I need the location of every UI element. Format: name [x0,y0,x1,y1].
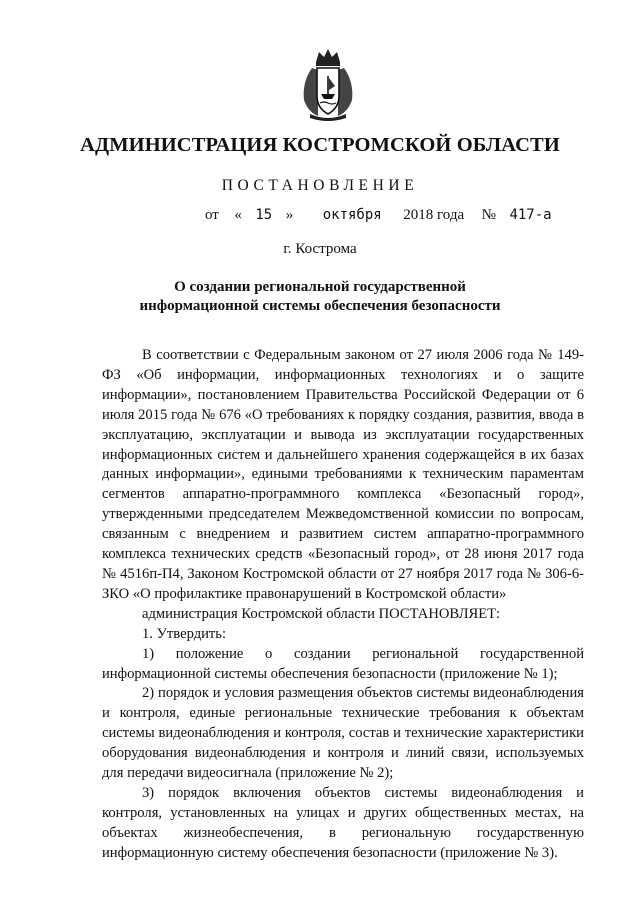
document-number: 417-а [509,207,552,223]
document-type: ПОСТАНОВЛЕНИЕ [221,177,419,194]
date-day: 15 [255,207,273,223]
preamble-paragraph: В соответствии с Федеральным законом от 27 июля 2006 года № 149-ФЗ «Об информации, информационных технологиях и о защите информации», постановлением Правительства Российской Федерации от 6 июля 2015 года № 676 «О требованиях к порядку создания, развития, ввода в эксплуатацию, эксплуатации и вывода из эксплуатации государственных информационных систем и дальнейшего хранения содержащейся в их базах данных информации», едиными требованиями к техническим параментам сегментов аппаратно-программного комплекса «Безопасный город», утвержденными председателем Межведомственной комиссии по вопросам, связанным с внедрением и развитием систем аппаратно-программного комплекса технических средств «Безопасный город», от 28 июня 2017 года № 4516п-П4, Законом Костромской области от 27 ноября 2017 года № 306-6-ЗКО «О профилактике правонарушений в Костромской области» [102,347,584,602]
item-1-paragraph: 1. Утвердить: [142,625,227,642]
decree-paragraph: администрация Костромской области ПОСТАНОВЛЯЕТ: [142,605,501,622]
date-prefix: от [205,207,219,223]
date-year: 2018 года [403,207,465,223]
date-line [205,207,552,224]
subitem-2-paragraph: 2) порядок и условия размещения объектов системы видеонаблюдения и контроля, единые региональные технические требования к объектам системы видеонаблюдения и контроля, состав и технические характеристики оборудования видеонаблюдения и контроля и линий связи, используемых для передачи видеосигнала (приложение № 2); [102,685,584,782]
quote-close: » [285,207,294,223]
coat-of-arms-icon [298,48,358,122]
subitem-1-paragraph: 1) положение о создании региональной государственной информационной системы обеспечения безопасности (приложение № 1); [102,645,584,682]
city-label: г. Кострома [283,241,357,257]
document-subject-title: О создании региональной государственной информационной системы обеспечения безопасности [139,279,501,314]
agency-title: АДМИНИСТРАЦИЯ КОСТРОМСКОЙ ОБЛАСТИ [80,134,560,156]
subitem-3-paragraph: 3) порядок включения объектов системы видеонаблюдения и контроля, установленных на улицах и других общественных местах, на объектах жизнеобеспечения, в региональную государственную информационную систему обеспечения безопасности (приложение № 3). [102,784,584,861]
date-month: октября [322,207,382,223]
number-sign: № [481,207,496,223]
document-body [102,346,584,864]
quote-open: « [234,207,242,223]
